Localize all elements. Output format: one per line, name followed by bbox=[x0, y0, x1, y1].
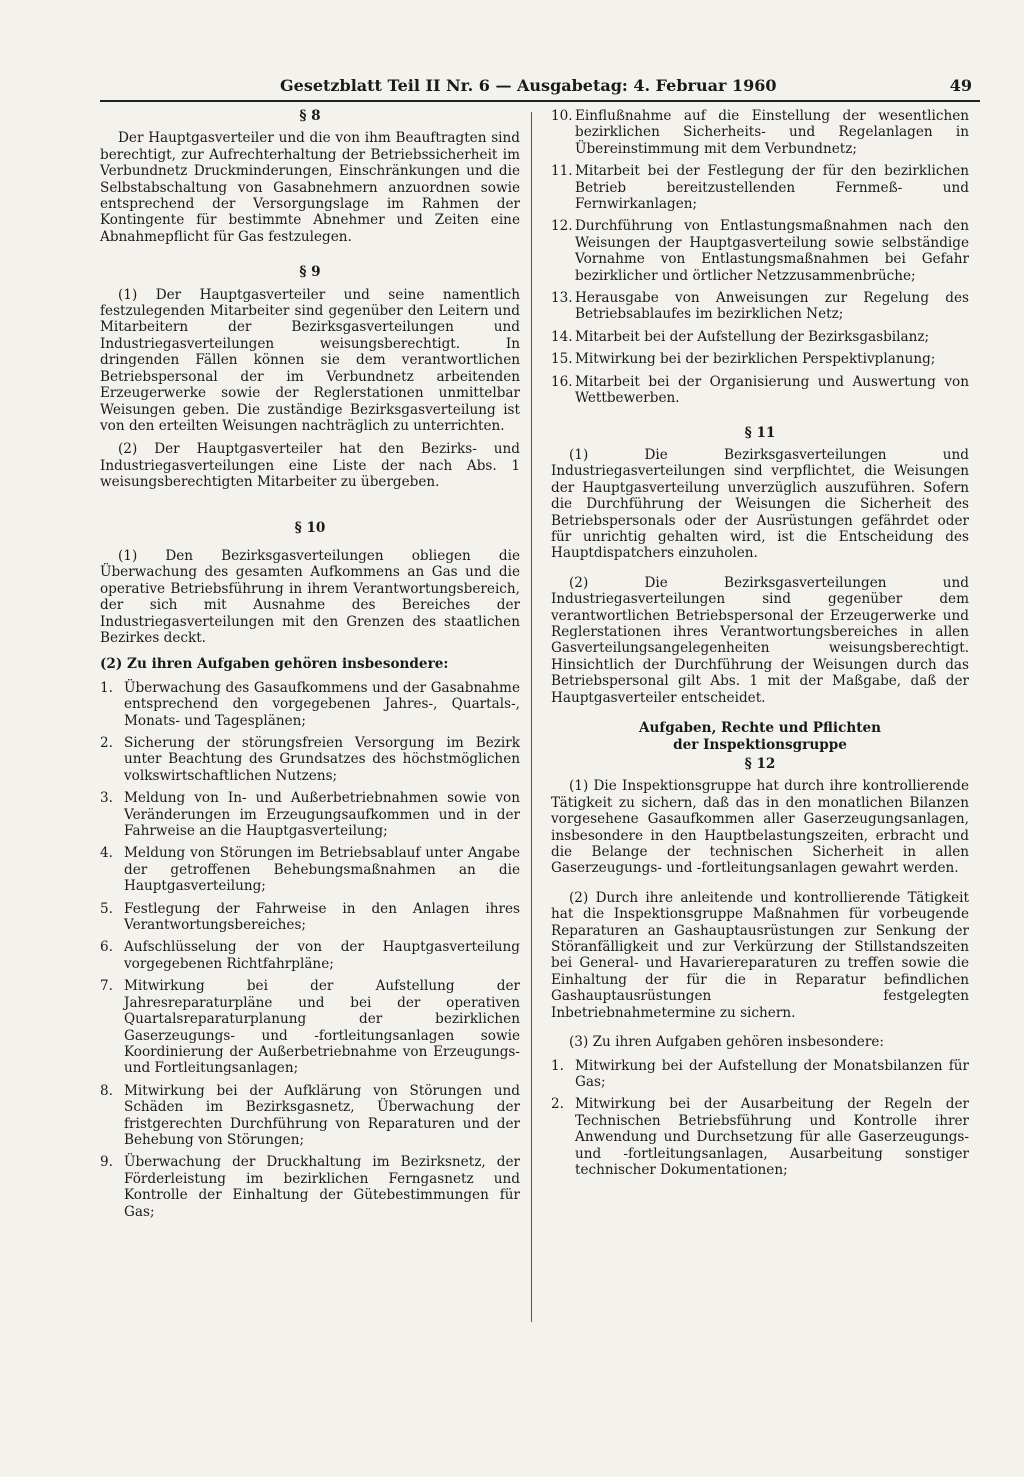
section-12-para-2: (2) Durch ihre anleitende und kontrollierende Tätigkeit hat die Inspektionsgruppe Maßnahmen für vorbeugende Reparaturen an Gashauptausrüstungen zur Senkung der Störanfälligkeit und zur Verkürzung der Stillstandszeiten bei General- und Havariereparaturen zu treffen sowie die Einhaltung der für die in Reparatur befindlichen Gashauptausrüstungen festgelegten Inbetriebnahmetermine zu sichern. bbox=[551, 889, 969, 1021]
section-12-para-1: (1) Die Inspektionsgruppe hat durch ihre kontrollierende Tätigkeit zu sichern, daß das in den monatlichen Bilanzen vorgesehene Gasaufkommen aller Gaserzeugungsanlagen, insbesondere in den Hauptbelastungszeiten, erbracht und die Belange der technischen Sicherheit in allen Gaserzeugungs- und -fortleitungsanlagen gewahrt werden. bbox=[551, 778, 969, 877]
page-number: 49 bbox=[949, 76, 972, 95]
list-item-number: 3. bbox=[100, 790, 113, 807]
list-item-number: 15. bbox=[551, 351, 573, 368]
list-item bbox=[551, 108, 969, 157]
list-item-number: 12. bbox=[551, 218, 573, 235]
right-column bbox=[551, 108, 969, 1184]
list-item-number: 9. bbox=[100, 1154, 113, 1171]
list-item-text: Meldung von Störungen im Betriebsablauf unter Angabe der getroffenen Behebungsmaßnahmen an die Hauptgasverteilung; bbox=[124, 845, 520, 895]
list-item-text: Mitarbeit bei der Aufstellung der Bezirksgasbilanz; bbox=[575, 328, 930, 345]
header-title: Gesetzblatt Teil II Nr. 6 — Ausgabetag: 4. Februar 1960 bbox=[280, 76, 777, 95]
section-10-para-1: (1) Den Bezirksgasverteilungen obliegen die Überwachung des gesamten Aufkommens an Gas und die operative Betriebsführung in ihrem Verantwortungsbereich, der sich mit Ausnahme des Bereiches der Industriegasverteilungen mit den Grenzen des staatlichen Bezirkes deckt. bbox=[100, 547, 520, 646]
inspection-heading-line-2: der Inspektionsgruppe bbox=[673, 737, 847, 753]
list-item-number: 1. bbox=[551, 1057, 564, 1074]
list-item-number: 14. bbox=[551, 328, 573, 345]
list-item-number: 2. bbox=[551, 1096, 564, 1113]
list-item bbox=[100, 790, 520, 839]
list-item-number: 13. bbox=[551, 290, 573, 307]
list-item-text: Mitwirkung bei der Aufstellung der Jahresreparaturpläne und bei der operativen Quartalsreparaturplanung der bezirklichen Gaserzeugungs- und -fortleitungsanlagen sowie Koordinierung der Außerbetriebnahme von Erzeugungs- und Fortleitungsanlagen; bbox=[124, 978, 520, 1077]
list-item bbox=[100, 735, 520, 784]
list-item-text: Durchführung von Entlastungsmaßnahmen nach den Weisungen der Hauptgasverteilung sowie selbständige Vornahme von Entlastungsmaßnahmen bei Gefahr bezirklicher und örtlicher Netzzusammenbrüche; bbox=[575, 218, 969, 284]
section-10-title: § 10 bbox=[294, 519, 326, 536]
list-item bbox=[551, 1058, 969, 1091]
list-item-text: Mitwirkung bei der Aufklärung von Störungen und Schäden im Bezirksgasnetz, Überwachung der fristgerechten Durchführung von Reparaturen und der Behebung von Störungen; bbox=[124, 1082, 520, 1148]
list-item bbox=[551, 351, 969, 367]
section-10-para-2: (2) Zu ihren Aufgaben gehören insbesondere: bbox=[100, 656, 449, 673]
list-item-text: Überwachung der Druckhaltung im Bezirksnetz, der Förderleistung im bezirklichen Ferngasnetz und Kontrolle der Einhaltung der Gütebestimmungen für Gas; bbox=[124, 1154, 520, 1220]
section-9-para-2: (2) Der Hauptgasverteiler hat den Bezirks- und Industriegasverteilungen eine Liste der nach Abs. 1 weisungsberechtigten Mitarbeiter zu übergeben. bbox=[100, 441, 520, 491]
list-item-text: Aufschlüsselung der von der Hauptgasverteilung vorgegebenen Richtfahrpläne; bbox=[124, 939, 520, 972]
inspection-heading-line-1: Aufgaben, Rechte und Pflichten bbox=[638, 720, 882, 736]
list-item bbox=[100, 1083, 520, 1149]
list-item bbox=[100, 680, 520, 729]
list-item-text: Mitarbeit bei der Festlegung der für den bezirklichen Betrieb bereitzustellenden Fernmeß- und Fernwirkanlagen; bbox=[575, 163, 969, 213]
section-8-text: Der Hauptgasverteiler und die von ihm Beauftragten sind berechtigt, zur Aufrechterhaltung der Betriebssicherheit im Verbundnetz Druckminderungen, Einschränkungen und die Selbstabschaltung von Gasabnehmern anzuordnen sowie entsprechend der Versorgungslage im Rahmen der Kontingente für bestimmte Abnehmer und Zeiten eine Abnahmepflicht für Gas festzulegen. bbox=[100, 130, 520, 245]
list-item-number: 4. bbox=[100, 845, 113, 862]
list-item-text: Mitarbeit bei der Organisierung und Auswertung von Wettbewerben. bbox=[575, 373, 969, 407]
list-item-number: 5. bbox=[100, 900, 113, 917]
section-11-para-1: (1) Die Bezirksgasverteilungen und Industriegasverteilungen sind verpflichtet, die Weisungen der Hauptgasverteilung unverzüglich auszuführen. Sofern die Durchführung der Weisungen die Sicherheit des Betriebspersonals oder der Ausrüstungen gefährdet oder für unrichtig gehalten wird, ist die Entscheidung des Hauptdispatchers einzuholen. bbox=[551, 446, 969, 562]
list-item bbox=[551, 374, 969, 407]
section-12-title: § 12 bbox=[744, 756, 776, 772]
list-item bbox=[100, 978, 520, 1076]
column-divider bbox=[531, 112, 532, 1322]
section-8-title: § 8 bbox=[299, 108, 321, 124]
list-item-text: Mitwirkung bei der bezirklichen Perspektivplanung; bbox=[575, 351, 936, 368]
list-item-number: 11. bbox=[551, 163, 573, 180]
list-item-number: 6. bbox=[100, 939, 113, 956]
left-column bbox=[100, 108, 520, 1226]
section-12-para-3: (3) Zu ihren Aufgaben gehören insbesondere: bbox=[569, 1034, 884, 1051]
list-item-text: Herausgabe von Anweisungen zur Regelung des Betriebsablaufes im bezirklichen Netz; bbox=[575, 290, 969, 323]
list-item bbox=[551, 1096, 969, 1178]
section-9-para-1: (1) Der Hauptgasverteiler und seine namentlich festzulegenden Mitarbeiter sind gegenüber den Leitern und Mitarbeitern der Bezirksgasverteilungen und Industriegasverteilungen weisungsberechtigt. In dringenden Fällen können sie dem verantwortlichen Betriebspersonal der im Verbundnetz arbeitenden Erzeugerwerke sowie der Reglerstationen unmittelbar Weisungen geben. Die zuständige Bezirksgasverteilung ist von den erteilten Weisungen nachträglich zu unterrichten. bbox=[100, 286, 520, 434]
section-9-title: § 9 bbox=[299, 264, 321, 281]
list-item-text: Festlegung der Fahrweise in den Anlagen ihres Verantwortungsbereiches; bbox=[124, 900, 520, 934]
list-item-text: Sicherung der störungsfreien Versorgung im Bezirk unter Beachtung des Grundsatzes des höchstmöglichen volkswirtschaftlichen Nutzens; bbox=[124, 735, 520, 784]
page-header bbox=[100, 76, 980, 102]
list-item-number: 10. bbox=[551, 108, 573, 124]
list-item bbox=[100, 1154, 520, 1220]
list-item-number: 2. bbox=[100, 735, 113, 751]
list-item bbox=[551, 218, 969, 284]
list-item-text: Meldung von In- und Außerbetriebnahmen sowie von Veränderungen im Erzeugungsaufkommen und in der Fahrweise an die Hauptgasverteilung; bbox=[124, 790, 520, 840]
list-item bbox=[551, 290, 969, 323]
list-item-text: Einflußnahme auf die Einstellung der wesentlichen bezirklichen Sicherheits- und Regelanlagen in Übereinstimmung mit dem Verbundnetz; bbox=[575, 108, 969, 157]
section-11-para-2: (2) Die Bezirksgasverteilungen und Industriegasverteilungen sind gegenüber dem verantwortlichen Betriebspersonal der Erzeugerwerke und Reglerstationen ihres Verantwortungsbereiches in allen Gasverteilungsangelegenheiten weisungsberechtigt. Hinsichtlich der Durchführung der Weisungen durch das Betriebspersonal gilt Abs. 1 mit der Maßgabe, daß der Hauptgasverteiler entscheidet. bbox=[551, 574, 969, 706]
list-item-text: Mitwirkung bei der Aufstellung der Monatsbilanzen für Gas; bbox=[575, 1057, 969, 1090]
list-item-text: Überwachung des Gasaufkommens und der Gasabnahme entsprechend den vorgegebenen Jahres-, Quartals-, Monats- und Tagesplänen; bbox=[124, 679, 520, 729]
list-item-text: Mitwirkung bei der Ausarbeitung der Regeln der Technischen Betriebsführung und Kontrolle ihrer Anwendung und Durchsetzung für alle Gaserzeugungs- und -fortleitungsanlagen, Ausarbeitung sonstiger technischer Dokumentationen; bbox=[575, 1096, 969, 1178]
list-item-number: 8. bbox=[100, 1082, 113, 1099]
section-11-title: § 11 bbox=[744, 424, 776, 441]
list-item-number: 1. bbox=[100, 679, 113, 696]
list-item-number: 16. bbox=[551, 373, 573, 390]
list-item bbox=[100, 939, 520, 972]
list-item bbox=[100, 845, 520, 894]
list-item-number: 7. bbox=[100, 978, 113, 995]
inspection-heading bbox=[551, 720, 969, 754]
list-item bbox=[551, 329, 969, 345]
list-item bbox=[100, 901, 520, 934]
list-item bbox=[551, 163, 969, 212]
